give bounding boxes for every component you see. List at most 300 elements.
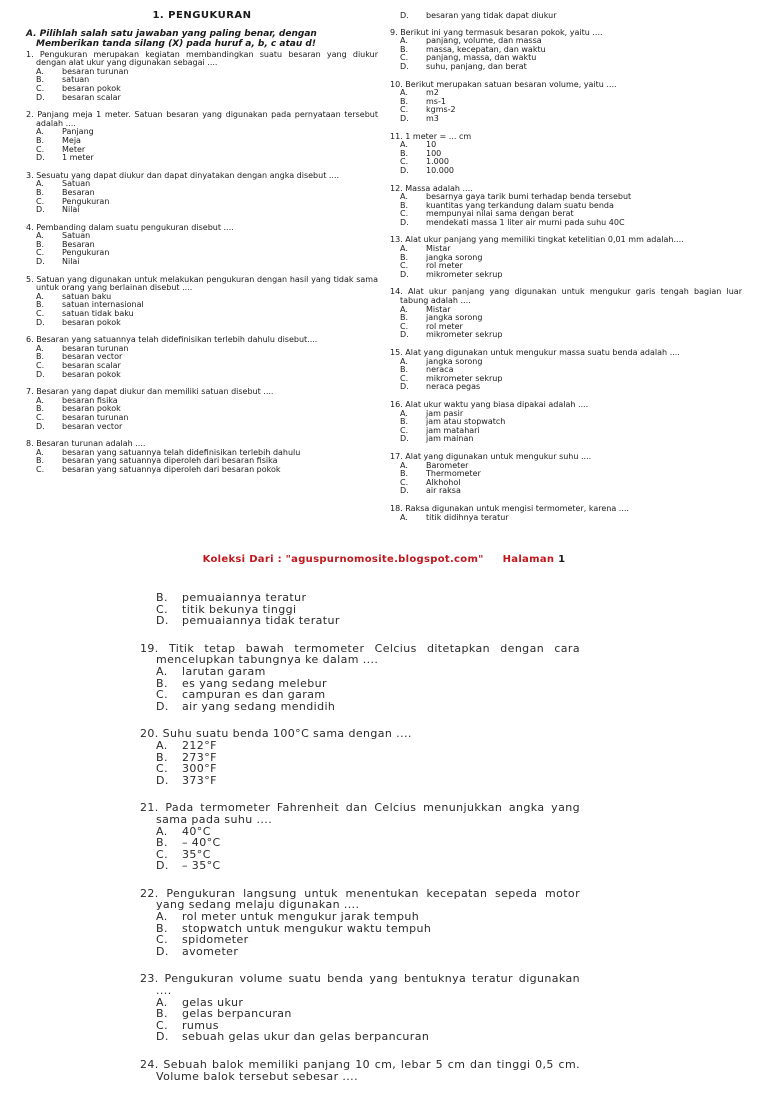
question-number: 10. (390, 79, 403, 89)
question-text: Alat yang digunakan untuk mengukur massa suatu benda adalah .... (405, 348, 680, 357)
option-text: kuantitas yang terkandung dalam suatu benda (426, 200, 614, 210)
option-text: mendekati massa 1 liter air murni pada suhu 40C (426, 217, 625, 227)
option-key: A. (400, 512, 408, 522)
option-key: C. (156, 688, 168, 702)
question-item (26, 276, 378, 328)
option-key: C. (36, 464, 45, 474)
option-key: C. (156, 847, 168, 861)
option-text: besaran yang tidak dapat diukur (426, 11, 557, 20)
question-text: Alat ukur panjang yang digunakan untuk mengukur garis tengah bagian luar tabung adalah .... (400, 287, 743, 306)
question-number: 19. (140, 641, 159, 655)
option-key: A. (156, 824, 168, 838)
option-text: Alkhohol (426, 477, 461, 487)
option-key: C. (36, 412, 45, 422)
question-number: 17. (390, 451, 403, 461)
answer-option (140, 1031, 580, 1043)
option-key: A. (400, 36, 408, 46)
question-number: 8. (26, 439, 34, 449)
option-key: C. (400, 321, 409, 331)
instructions: A. Pilihlah salah satu jawaban yang paling benar, dengan Memberikan tanda silang (X) pada huruf a, b, c atau d! (26, 28, 317, 49)
option-key: C. (36, 248, 45, 258)
option-key: A. (400, 408, 408, 418)
option-text: stopwatch untuk mengukur waktu tempuh (182, 921, 432, 935)
option-key: D. (400, 165, 409, 175)
option-text: neraca pegas (426, 382, 481, 392)
option-key: B. (36, 239, 45, 249)
option-text: Nilai (62, 257, 80, 267)
option-key: D. (400, 486, 409, 496)
answer-option (390, 383, 742, 392)
question-number: 1. (26, 49, 34, 59)
option-text: 10.000 (426, 165, 454, 175)
option-key: A. (400, 460, 408, 470)
option-key: D. (156, 1030, 169, 1044)
question-text: Pengukuran volume suatu benda yang bentuknya teratur digunakan .... (156, 972, 581, 998)
option-key: D. (36, 421, 45, 431)
option-text: besaran fisika (62, 395, 118, 405)
question-number: 23. (140, 972, 159, 986)
answer-option (140, 615, 580, 627)
option-key: B. (400, 313, 409, 323)
option-key: A. (400, 356, 408, 366)
option-text: 1 meter (62, 153, 94, 163)
question-number: 7. (26, 387, 34, 397)
option-text: m2 (426, 88, 439, 98)
question-item (26, 336, 378, 379)
option-key: A. (400, 88, 408, 98)
question-item (390, 81, 742, 124)
option-key: D. (36, 153, 45, 163)
option-key: B. (36, 75, 45, 85)
option-text: sebuah gelas ukur dan gelas berpancuran (182, 1030, 430, 1044)
option-key: D. (400, 61, 409, 71)
question-text: Titik tetap bawah termometer Celcius ditetapkan dengan cara mencelupkan tabungnya ke dalam .... (156, 641, 580, 667)
question-item (26, 440, 378, 474)
question-number: 12. (390, 183, 403, 193)
option-text: 273°F (182, 750, 217, 764)
option-text: Thermometer (426, 469, 481, 479)
option-text: Nilai (62, 205, 80, 215)
footer-source: Koleksi Dari : "aguspurnomosite.blogspot.com" (202, 554, 484, 565)
option-key: D. (400, 330, 409, 340)
question-stem (26, 51, 378, 68)
answer-option (140, 946, 580, 958)
option-text: 212°F (182, 738, 217, 752)
option-text: mikrometer sekrup (426, 269, 503, 279)
answer-option (140, 701, 580, 713)
option-key: C. (400, 477, 409, 487)
question-item (26, 172, 378, 215)
option-text: jam mainan (426, 434, 474, 444)
option-text: panjang, massa, dan waktu (426, 53, 537, 63)
option-key: B. (36, 300, 45, 310)
option-text: besaran turunan (62, 66, 129, 76)
option-key: D. (36, 257, 45, 267)
second-page-question-list (140, 643, 580, 1082)
question-item (26, 111, 378, 163)
question-number: 2. (26, 110, 34, 120)
option-text: besarnya gaya tarik bumi terhadap benda tersebut (426, 192, 632, 202)
option-key: A. (36, 127, 44, 137)
answer-option (26, 423, 378, 432)
continued-option (390, 12, 742, 21)
answer-option (26, 258, 378, 267)
option-key: B. (36, 135, 45, 145)
question-stem (26, 111, 378, 128)
question-text: 1 meter = ... cm (405, 131, 472, 141)
option-key: A. (400, 192, 408, 202)
question-text: Massa adalah .... (405, 183, 473, 193)
footer-halaman: Halaman (502, 554, 555, 565)
option-text: Satuan (62, 179, 91, 189)
question-stem (26, 276, 378, 293)
question-text: Pada termometer Fahrenheit dan Celcius menunjukkan angka yang sama pada suhu .... (156, 801, 580, 826)
option-text: besaran yang satuannya diperoleh dari besaran pokok (62, 464, 281, 474)
question-stem (140, 1059, 580, 1082)
option-text: 1.000 (426, 157, 449, 167)
question-text: Pengukuran merupakan kegiatan membandingkan suatu besaran yang diukur dengan alat ukur yang digunakan sebagai .... (36, 49, 379, 68)
option-text: mikrometer sekrup (426, 373, 503, 383)
question-text: Suhu suatu benda 100°C sama dengan .... (162, 727, 412, 741)
question-stem (390, 133, 742, 142)
question-item (390, 185, 742, 228)
page-title: 1. PENGUKURAN (152, 10, 252, 21)
option-key: C. (36, 83, 45, 93)
answer-option (390, 219, 742, 228)
question-item (390, 505, 742, 522)
option-key: D. (36, 92, 45, 102)
question-item (390, 29, 742, 72)
option-key: A. (156, 738, 168, 752)
option-text: besaran yang satuannya diperoleh dari besaran fisika (62, 456, 278, 466)
option-text: Mistar (426, 244, 451, 254)
right-column (390, 12, 742, 531)
answer-option (390, 435, 742, 444)
option-key: B. (156, 1007, 168, 1021)
option-key: B. (400, 148, 409, 158)
option-text: jangka sorong (426, 356, 483, 366)
option-key: B. (156, 836, 168, 850)
answer-option (390, 115, 742, 124)
option-key: A. (400, 304, 408, 314)
option-text: ms-1 (426, 96, 446, 106)
question-text: Pengukuran langsung untuk menentukan kecepatan sepeda motor yang sedang melaju digunakan .... (156, 886, 580, 912)
option-key: C. (156, 933, 168, 947)
option-text: 40°C (182, 824, 211, 838)
question-item (26, 51, 378, 103)
option-text: avometer (182, 944, 239, 958)
option-key: D. (36, 205, 45, 215)
option-key: A. (156, 910, 168, 924)
option-text: Panjang (62, 127, 94, 137)
question-text: Sesuatu yang dapat diukur dan dapat dinyatakan dengan angka disebut .... (36, 170, 340, 180)
question-item (140, 1059, 580, 1082)
question-item (390, 349, 742, 392)
right-question-list (390, 29, 742, 523)
option-key: D. (400, 434, 409, 444)
option-key: C. (36, 196, 45, 206)
option-text: gelas berpancuran (182, 1007, 292, 1021)
question-text: Besaran yang dapat diukur dan memiliki satuan disebut .... (36, 387, 274, 397)
question-text: Pembanding dalam suatu pengukuran disebut .... (36, 222, 234, 232)
option-text: rol meter (426, 261, 463, 271)
option-text: besaran pokok (62, 404, 121, 414)
question-stem (140, 802, 580, 825)
second-page-section (140, 592, 580, 1098)
question-stem (140, 888, 580, 911)
question-stem (140, 643, 580, 666)
question-item (140, 802, 580, 872)
option-key: D. (36, 369, 45, 379)
option-text: satuan internasional (62, 300, 144, 310)
option-key: C. (400, 157, 409, 167)
option-key: C. (400, 373, 409, 383)
option-text: jam atau stopwatch (426, 417, 506, 427)
answer-option (390, 167, 742, 176)
option-text: satuan tidak baku (62, 309, 134, 319)
answer-option (390, 106, 742, 115)
option-text: besaran pokok (62, 83, 121, 93)
option-key: B. (36, 187, 45, 197)
option-text: jangka sorong (426, 252, 483, 262)
option-key: B. (156, 676, 168, 690)
question-number: 5. (26, 274, 34, 284)
option-text: Meter (62, 144, 86, 154)
option-text: – 35°C (182, 859, 221, 873)
question-number: 24. (140, 1058, 159, 1071)
question-number: 3. (26, 170, 34, 180)
option-key: C. (400, 105, 409, 115)
question-item (390, 133, 742, 176)
answer-option (390, 514, 742, 523)
left-question-list (26, 51, 378, 475)
option-text: titik bekunya tinggi (182, 602, 297, 616)
option-text: besaran pokok (62, 369, 121, 379)
option-key: D. (156, 699, 169, 713)
option-text: Meja (62, 135, 81, 145)
option-text: 35°C (182, 847, 211, 861)
question-stem (390, 81, 742, 90)
option-text: 300°F (182, 762, 217, 776)
question-text: Sebuah balok memiliki panjang 10 cm, lebar 5 cm dan tinggi 0,5 cm. Volume balok tersebut sebesar .... (156, 1058, 580, 1083)
option-key: C. (156, 602, 168, 616)
answer-option (390, 141, 742, 150)
option-key: A. (36, 66, 44, 76)
question-text: Alat yang digunakan untuk mengukur suhu .... (405, 451, 592, 461)
option-key: C. (400, 261, 409, 271)
question-number: 18. (390, 503, 403, 513)
question-number: 22. (140, 886, 159, 900)
answer-option (26, 206, 378, 215)
answer-option (26, 371, 378, 380)
question-stem (140, 973, 580, 996)
option-key: B. (156, 750, 168, 764)
option-key: A. (36, 447, 44, 457)
option-text: m3 (426, 113, 439, 123)
option-text: 373°F (182, 773, 217, 787)
answer-option (26, 154, 378, 163)
question-number: 9. (390, 27, 398, 37)
option-text: Pengukuran (62, 248, 110, 258)
option-text: besaran vector (62, 421, 123, 431)
option-text: air yang sedang mendidih (182, 699, 336, 713)
option-key: C. (400, 53, 409, 63)
option-key: D. (400, 217, 409, 227)
option-text: suhu, panjang, dan berat (426, 61, 527, 71)
question-text: Berikut merupakan satuan besaran volume, yaitu .... (405, 79, 617, 89)
option-text: besaran turunan (62, 343, 129, 353)
option-key: B. (400, 365, 409, 375)
question-number: 20. (140, 727, 159, 741)
option-text: Barometer (426, 460, 469, 470)
option-text: rumus (182, 1018, 219, 1032)
option-key: C. (156, 762, 168, 776)
question-stem (390, 288, 742, 305)
question-text: Berikut ini yang termasuk besaran pokok, yaitu .... (400, 27, 603, 37)
option-key: C. (156, 1018, 168, 1032)
footer-page-number: 1 (558, 554, 566, 565)
question-text: Satuan yang digunakan untuk melakukan pengukuran dengan hasil yang tidak sama untuk orang yang berlainan disebut .... (36, 274, 379, 293)
question-number: 6. (26, 335, 34, 345)
option-text: jam matahari (426, 425, 480, 435)
option-text: satuan baku (62, 291, 112, 301)
option-key: A. (36, 343, 44, 353)
option-text: pemuaiannya teratur (182, 591, 307, 604)
option-key: B. (400, 252, 409, 262)
question-item (390, 453, 742, 496)
question-text: Alat ukur waktu yang biasa dipakai adalah .... (405, 399, 589, 409)
option-key: B. (400, 96, 409, 106)
option-key: A. (156, 664, 168, 678)
option-key: B. (156, 921, 168, 935)
option-text: Pengukuran (62, 196, 110, 206)
question-text: Panjang meja 1 meter. Satuan besaran yang digunakan pada pernyataan tersebut adalah .... (36, 110, 379, 128)
question-number: 14. (390, 287, 403, 297)
option-key: D. (400, 11, 409, 20)
question-number: 13. (390, 235, 403, 245)
answer-option (26, 94, 378, 103)
option-key: A. (36, 179, 44, 189)
option-key: C. (36, 361, 45, 370)
option-key: B. (400, 469, 409, 479)
option-text: Besaran (62, 239, 95, 249)
option-text: massa, kecepatan, dan waktu (426, 44, 546, 54)
option-key: B. (36, 352, 45, 362)
option-key: B. (400, 417, 409, 427)
option-key: B. (400, 200, 409, 210)
option-text: Mistar (426, 304, 451, 314)
question-text: Besaran yang satuannya telah didefinisikan terlebih dahulu disebut.... (36, 335, 318, 345)
option-text: larutan garam (182, 664, 266, 678)
option-key: B. (156, 591, 168, 604)
option-key: D. (400, 269, 409, 279)
answer-option (26, 319, 378, 328)
question-item (140, 888, 580, 958)
option-key: C. (400, 425, 409, 435)
option-text: jangka sorong (426, 313, 483, 323)
option-text: neraca (426, 365, 454, 375)
option-key: B. (36, 404, 45, 414)
answer-option (390, 63, 742, 72)
option-text: besaran pokok (62, 317, 121, 327)
option-key: D. (156, 773, 169, 787)
option-text: jam pasir (426, 408, 464, 418)
option-text: besaran vector (62, 352, 123, 362)
question-item (140, 973, 580, 1043)
option-key: A. (400, 140, 408, 150)
question-text: Besaran turunan adalah .... (36, 439, 146, 449)
option-text: kgms-2 (426, 105, 456, 115)
option-text: rol meter untuk mengukur jarak tempuh (182, 910, 420, 924)
option-text: – 40°C (182, 836, 221, 850)
question-text: Alat ukur panjang yang memiliki tingkat ketelitian 0,01 mm adalah.... (405, 235, 684, 245)
question-item (26, 224, 378, 267)
answer-option (390, 487, 742, 496)
option-key: D. (156, 944, 169, 958)
option-text: spidometer (182, 933, 249, 947)
question-item (26, 388, 378, 431)
question-item (390, 288, 742, 340)
option-key: D. (156, 859, 169, 873)
question-number: 16. (390, 399, 403, 409)
option-key: C. (36, 309, 45, 319)
option-key: A. (400, 244, 408, 254)
question-item (390, 236, 742, 279)
option-text: besaran scalar (62, 92, 121, 102)
continued-options (140, 592, 580, 627)
option-key: B. (400, 44, 409, 54)
option-text: air raksa (426, 486, 461, 496)
option-key: A. (36, 231, 44, 241)
option-key: D. (400, 113, 409, 123)
question-item (140, 643, 580, 713)
answer-option (26, 466, 378, 475)
option-text: Satuan (62, 231, 91, 241)
option-text: 10 (426, 140, 437, 150)
option-text: mempunyai nilai sama dengan berat (426, 209, 574, 219)
option-text: besaran yang satuannya telah didefinisikan terlebih dahulu (62, 447, 301, 457)
question-item (140, 728, 580, 786)
option-text: besaran turunan (62, 412, 129, 422)
option-text: campuran es dan garam (182, 688, 326, 702)
option-text: rol meter (426, 321, 463, 331)
option-text: pemuaiannya tidak teratur (182, 614, 340, 628)
question-number: 21. (140, 801, 159, 815)
option-key: C. (36, 144, 45, 154)
footer-credit (0, 554, 768, 565)
question-number: 4. (26, 222, 34, 232)
option-key: D. (36, 317, 45, 327)
answer-option (140, 860, 580, 872)
option-text: mikrometer sekrup (426, 330, 503, 340)
question-number: 15. (390, 348, 403, 357)
answer-option (390, 331, 742, 340)
option-text: satuan (62, 75, 90, 85)
question-item (390, 401, 742, 444)
option-text: panjang, volume, dan massa (426, 36, 542, 46)
answer-option (140, 775, 580, 787)
option-text: gelas ukur (182, 995, 244, 1009)
option-key: D. (156, 614, 169, 628)
option-key: B. (36, 456, 45, 466)
option-key: A. (36, 291, 44, 301)
option-key: A. (156, 995, 168, 1009)
answer-option (390, 271, 742, 280)
question-text: Raksa digunakan untuk mengisi termometer, karena .... (405, 503, 629, 513)
option-key: C. (400, 209, 409, 219)
option-text: es yang sedang melebur (182, 676, 327, 690)
option-text: besaran scalar (62, 361, 121, 370)
